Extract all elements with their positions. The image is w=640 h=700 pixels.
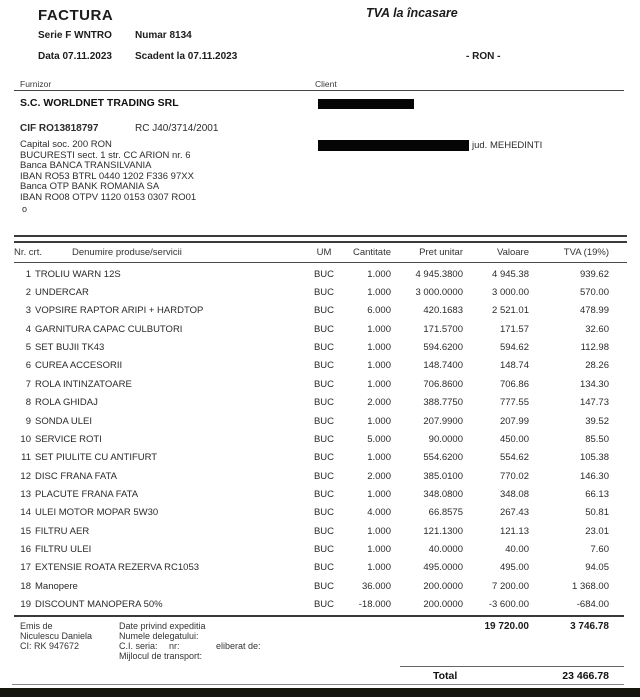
- cell-quantity: 36.000: [361, 580, 391, 592]
- cell-unit-price: 594.6200: [423, 342, 463, 354]
- supplier-address-line: Banca BANCA TRANSILVANIA: [20, 160, 152, 172]
- cell-vat: 7.60: [590, 544, 609, 556]
- cell-product-name: SET BUJII TK43: [35, 342, 105, 354]
- supplier-address-line: Capital soc. 200 RON: [20, 139, 112, 150]
- cell-unit-price: 207.9900: [423, 415, 463, 427]
- cell-value: 3 000.00: [492, 287, 529, 299]
- table-row: [14, 449, 609, 467]
- cell-nr: 2: [25, 287, 31, 299]
- cell-nr: 5: [25, 342, 31, 354]
- supplier-address-line: IBAN RO53 BTRL 0440 1202 F336 97XX: [20, 170, 194, 182]
- expedition-label: Date privind expeditia: [119, 621, 206, 631]
- cell-product-name: PLACUTE FRANA FATA: [35, 488, 139, 500]
- cell-quantity: 6.000: [367, 305, 391, 317]
- table-row: [14, 394, 609, 412]
- cell-um: BUC: [313, 488, 335, 500]
- client-county: jud. MEHEDINTI: [472, 140, 543, 151]
- table-bottom-rule: [14, 615, 624, 617]
- party-separator-line: [14, 90, 624, 91]
- issued-by-name: Niculescu Daniela: [20, 631, 93, 641]
- cell-um: BUC: [313, 342, 335, 354]
- table-row: [14, 338, 609, 356]
- cell-unit-price: 148.7400: [423, 360, 463, 372]
- cell-value: 495.00: [499, 562, 529, 574]
- cell-um: BUC: [313, 580, 335, 592]
- invoice-serie: Serie F WNTRO: [38, 30, 112, 41]
- nr-label: nr:: [169, 641, 180, 651]
- table-row: [14, 430, 609, 448]
- cell-nr: 7: [25, 378, 31, 390]
- table-row: [14, 577, 609, 595]
- cell-um: BUC: [313, 452, 335, 464]
- cell-quantity: 4.000: [367, 507, 391, 519]
- cell-um: BUC: [313, 397, 335, 409]
- cell-nr: 13: [20, 488, 31, 500]
- cell-um: BUC: [313, 323, 335, 335]
- supplier-cif: CIF RO13818797: [20, 123, 99, 134]
- table-row: [14, 375, 609, 393]
- client-section-label: Client: [315, 79, 337, 89]
- footnote-mark: o: [22, 204, 28, 214]
- currency-label: - RON -: [466, 51, 501, 62]
- cell-value: 348.08: [499, 488, 529, 500]
- cell-quantity: 5.000: [367, 433, 391, 445]
- cell-unit-price: 121.1300: [423, 525, 463, 537]
- table-top-rule-1: [14, 235, 627, 237]
- cell-unit-price: 66.8575: [428, 507, 463, 519]
- cell-unit-price: 200.0000: [423, 580, 463, 592]
- cell-value: 594.62: [499, 342, 529, 354]
- total-bottom-rule: [12, 684, 624, 685]
- invoice-line-items: [14, 265, 609, 614]
- cell-um: BUC: [313, 525, 335, 537]
- cell-unit-price: 706.8600: [423, 378, 463, 390]
- cell-product-name: DISC FRANA FATA: [35, 470, 117, 482]
- cell-product-name: SERVICE ROTI: [35, 433, 102, 445]
- redacted-client-address: [318, 140, 469, 151]
- table-row: [14, 357, 609, 375]
- cell-unit-price: 554.6200: [423, 452, 463, 464]
- transport-label: Mijlocul de transport:: [119, 651, 203, 661]
- table-row: [14, 595, 609, 613]
- cell-vat: 1 368.00: [572, 580, 609, 592]
- cell-vat: 32.60: [585, 323, 609, 335]
- table-header-row: [14, 247, 609, 258]
- cell-vat: 94.05: [585, 562, 609, 574]
- col-header-cantitate: Cantitate: [352, 247, 391, 258]
- cell-um: BUC: [313, 305, 335, 317]
- cell-vat: 939.62: [579, 268, 609, 280]
- cell-product-name: ROLA GHIDAJ: [35, 397, 98, 409]
- supplier-rc: RC J40/3714/2001: [135, 123, 219, 134]
- cell-unit-price: 171.5700: [423, 323, 463, 335]
- cell-value: 2 521.01: [492, 305, 529, 317]
- cell-value: 267.43: [499, 507, 529, 519]
- invoice-title: FACTURA: [38, 7, 114, 24]
- cell-quantity: 1.000: [367, 562, 391, 574]
- cell-vat: 105.38: [579, 452, 609, 464]
- cell-nr: 16: [20, 544, 31, 556]
- cell-quantity: 1.000: [367, 342, 391, 354]
- cell-product-name: DISCOUNT MANOPERA 50%: [35, 599, 163, 611]
- cell-vat: 50.81: [585, 507, 609, 519]
- cell-um: BUC: [313, 544, 335, 556]
- cell-um: BUC: [313, 599, 335, 611]
- invoice-number: Numar 8134: [135, 30, 192, 41]
- table-row: [14, 412, 609, 430]
- cell-product-name: VOPSIRE RAPTOR ARIPI + HARDTOP: [35, 305, 204, 317]
- cell-value: 121.13: [499, 525, 529, 537]
- cell-unit-price: 420.1683: [423, 305, 463, 317]
- cell-um: BUC: [313, 378, 335, 390]
- ci-label: C.I. seria:: [119, 641, 158, 651]
- table-row: [14, 302, 609, 320]
- invoice-date: Data 07.11.2023: [38, 51, 112, 62]
- total-top-rule: [400, 666, 624, 667]
- cell-value: 777.55: [499, 397, 529, 409]
- delegate-label: Numele delegatului:: [119, 631, 199, 641]
- cell-nr: 9: [25, 415, 31, 427]
- supplier-address-block: [20, 140, 196, 204]
- cell-vat: 112.98: [580, 342, 609, 354]
- supplier-address-line: IBAN RO08 OTPV 1120 0153 0307 RO01: [20, 191, 197, 203]
- subtotal-vat: 3 746.78: [570, 621, 609, 632]
- invoice-due-date: Scadent la 07.11.2023: [135, 51, 238, 62]
- cell-vat: 134.30: [579, 378, 609, 390]
- cell-nr: 12: [20, 470, 31, 482]
- table-row: [14, 540, 609, 558]
- supplier-name: S.C. WORLDNET TRADING SRL: [20, 97, 179, 109]
- cell-um: BUC: [313, 470, 335, 482]
- cell-unit-price: 90.0000: [428, 433, 463, 445]
- tva-notice: TVA la încasare: [366, 6, 458, 20]
- cell-value: 706.86: [499, 378, 529, 390]
- cell-unit-price: 385.0100: [423, 470, 463, 482]
- cell-value: 450.00: [499, 433, 529, 445]
- table-row: [14, 320, 609, 338]
- cell-nr: 15: [20, 525, 31, 537]
- issued-by-block: [20, 621, 92, 651]
- cell-vat: 28.26: [585, 360, 609, 372]
- cell-unit-price: 40.0000: [428, 544, 463, 556]
- table-row: [14, 283, 609, 301]
- cell-um: BUC: [313, 268, 335, 280]
- supplier-address-line: BUCURESTI sect. 1 str. CC ARION nr. 6: [20, 149, 191, 161]
- cell-quantity: 1.000: [367, 525, 391, 537]
- col-header-nr: Nr. crt.: [14, 247, 42, 258]
- subtotal-value: 19 720.00: [484, 621, 529, 632]
- cell-value: 7 200.00: [492, 580, 529, 592]
- cell-product-name: UNDERCAR: [35, 287, 89, 299]
- cell-nr: 18: [20, 580, 31, 592]
- cell-quantity: 1.000: [367, 452, 391, 464]
- cell-vat: 85.50: [585, 433, 609, 445]
- total-value: 23 466.78: [562, 670, 609, 682]
- cell-value: 148.74: [499, 360, 529, 372]
- cell-um: BUC: [313, 507, 335, 519]
- issued-by-id: CI: RK 947672: [20, 641, 80, 651]
- cell-um: BUC: [313, 360, 335, 372]
- cell-value: 554.62: [499, 452, 529, 464]
- table-header-rule: [14, 262, 627, 263]
- cell-quantity: 1.000: [367, 415, 391, 427]
- cell-unit-price: 495.0000: [423, 562, 463, 574]
- table-row: [14, 485, 609, 503]
- cell-product-name: ROLA INTINZATOARE: [35, 378, 132, 390]
- cell-value: 207.99: [499, 415, 529, 427]
- cell-value: 171.57: [499, 323, 529, 335]
- supplier-section-label: Furnizor: [20, 79, 52, 89]
- cell-unit-price: 388.7750: [423, 397, 463, 409]
- cell-nr: 10: [20, 433, 31, 445]
- cell-unit-price: 348.0800: [423, 488, 463, 500]
- cell-value: -3 600.00: [488, 599, 529, 611]
- cell-quantity: 2.000: [367, 397, 391, 409]
- cell-vat: 39.52: [585, 415, 609, 427]
- cell-vat: 478.99: [579, 305, 609, 317]
- cell-nr: 3: [25, 305, 31, 317]
- cell-product-name: FILTRU ULEI: [35, 544, 92, 556]
- cell-quantity: 1.000: [367, 360, 391, 372]
- supplier-address-line: Banca OTP BANK ROMANIA SA: [20, 181, 160, 193]
- col-header-um: UM: [316, 247, 332, 258]
- cell-vat: 147.73: [579, 397, 609, 409]
- cell-value: 40.00: [505, 544, 529, 556]
- col-header-tva: TVA (19%): [563, 247, 609, 258]
- cell-um: BUC: [313, 415, 335, 427]
- cell-nr: 1: [25, 268, 31, 280]
- col-header-denumire: Denumire produse/servicii: [72, 247, 182, 258]
- cell-nr: 19: [20, 599, 31, 611]
- col-header-pret-unitar: Pret unitar: [419, 247, 463, 258]
- cell-quantity: 1.000: [367, 378, 391, 390]
- cell-nr: 17: [20, 562, 31, 574]
- table-row: [14, 522, 609, 540]
- cell-vat: 146.30: [579, 470, 609, 482]
- cell-product-name: Manopere: [35, 580, 78, 592]
- cell-nr: 11: [21, 452, 31, 464]
- cell-um: BUC: [313, 562, 335, 574]
- cell-product-name: TROLIU WARN 12S: [35, 268, 121, 280]
- cell-product-name: SET PIULITE CU ANTIFURT: [35, 452, 158, 464]
- cell-quantity: 2.000: [367, 470, 391, 482]
- cell-product-name: SONDA ULEI: [35, 415, 93, 427]
- cell-quantity: -18.000: [358, 599, 391, 611]
- cell-vat: -684.00: [576, 599, 609, 611]
- cell-unit-price: 3 000.0000: [415, 287, 463, 299]
- cell-unit-price: 200.0000: [423, 599, 463, 611]
- issued-by-label: Emis de: [20, 621, 53, 631]
- cell-product-name: ULEI MOTOR MOPAR 5W30: [35, 507, 159, 519]
- col-header-valoare: Valoare: [496, 247, 529, 258]
- cell-um: BUC: [313, 433, 335, 445]
- cell-um: BUC: [313, 287, 335, 299]
- cell-quantity: 1.000: [367, 544, 391, 556]
- issued-label: eliberat de:: [216, 641, 261, 651]
- cell-nr: 4: [25, 323, 31, 335]
- cell-vat: 23.01: [585, 525, 609, 537]
- cell-nr: 8: [25, 397, 31, 409]
- cell-unit-price: 4 945.3800: [415, 268, 463, 280]
- cell-vat: 66.13: [585, 488, 609, 500]
- redacted-client-name: [318, 99, 414, 109]
- cell-product-name: GARNITURA CAPAC CULBUTORI: [35, 323, 183, 335]
- total-label: Total: [433, 670, 458, 682]
- expedition-block: [119, 621, 379, 661]
- cell-value: 770.02: [499, 470, 529, 482]
- cell-value: 4 945.38: [492, 268, 529, 280]
- table-row: [14, 467, 609, 485]
- table-row: [14, 559, 609, 577]
- cell-product-name: CUREA ACCESORII: [35, 360, 123, 372]
- table-row: [14, 265, 609, 283]
- cell-product-name: EXTENSIE ROATA REZERVA RC1053: [35, 562, 200, 574]
- table-top-rule-2: [14, 241, 627, 243]
- cell-nr: 6: [25, 360, 31, 372]
- cell-nr: 14: [20, 507, 31, 519]
- cell-quantity: 1.000: [367, 287, 391, 299]
- bottom-scan-bar: [0, 688, 640, 697]
- cell-quantity: 1.000: [367, 268, 391, 280]
- cell-product-name: FILTRU AER: [35, 525, 90, 537]
- table-row: [14, 504, 609, 522]
- cell-quantity: 1.000: [367, 323, 391, 335]
- cell-quantity: 1.000: [367, 488, 391, 500]
- cell-vat: 570.00: [579, 287, 609, 299]
- delegate-id-line: [119, 641, 379, 651]
